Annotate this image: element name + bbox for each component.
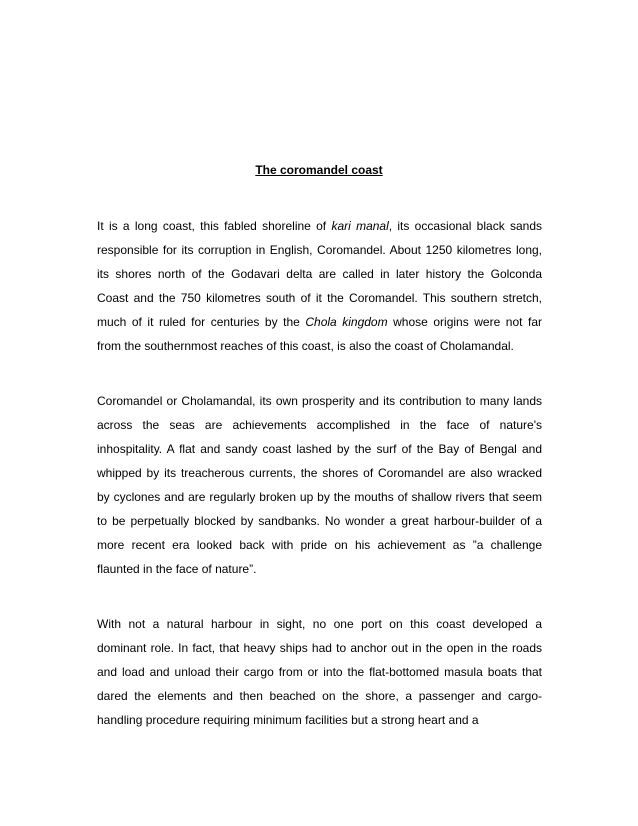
text-run: dared the elements and then beached on the shore, a passenger and cargo-	[97, 689, 542, 703]
text-line	[97, 418, 542, 442]
text-run: whose origins were not far	[387, 315, 543, 329]
text-line	[97, 617, 542, 641]
text-line	[97, 689, 542, 713]
paragraph-2	[97, 394, 542, 586]
text-run: Coast and the 750 kilometres south of it the Coromandel. This southern stretch,	[97, 291, 542, 305]
text-run: flaunted in the face of nature”.	[97, 562, 257, 576]
text-run: to be perpetually blocked by sandbanks. No wonder a great harbour-builder of a	[97, 514, 542, 528]
paragraph-1	[97, 219, 542, 363]
text-line	[97, 442, 542, 466]
text-line	[97, 339, 542, 363]
text-line	[97, 219, 542, 243]
text-line	[97, 291, 542, 315]
text-line	[97, 490, 542, 514]
text-line	[97, 538, 542, 562]
text-run: handling procedure requiring minimum facilities but a strong heart and a	[97, 713, 479, 727]
text-line	[97, 641, 542, 665]
text-run: With not a natural harbour in sight, no one port on this coast developed a	[97, 617, 542, 631]
text-line	[97, 267, 542, 291]
text-line	[97, 243, 542, 267]
text-line	[97, 394, 542, 418]
text-run: inhospitality. A flat and sandy coast lashed by the surf of the Bay of Bengal and	[97, 442, 542, 456]
text-run: much of it ruled for centuries by the	[97, 315, 306, 329]
text-run: , its occasional black sands	[388, 219, 543, 233]
text-run: by cyclones and are regularly broken up by the mouths of shallow rivers that seem	[97, 490, 542, 504]
document-title: The coromandel coast	[255, 163, 383, 177]
text-run: whipped by its treacherous currents, the shores of Coromandel are also wracked	[97, 466, 542, 480]
text-run: It is a long coast, this fabled shoreline of	[97, 219, 332, 233]
text-run: Coromandel or Cholamandal, its own prosperity and its contribution to many lands	[97, 394, 542, 408]
text-run: across the seas are achievements accomplished in the face of nature's	[97, 418, 542, 432]
text-line	[97, 665, 542, 689]
text-line	[97, 562, 542, 586]
text-line	[97, 466, 542, 490]
italic-phrase: Chola kingdom	[305, 315, 388, 329]
paragraph-3	[97, 617, 542, 737]
italic-phrase: kari manal	[331, 219, 389, 233]
text-run: more recent era looked back with pride on his achievement as ”a challenge	[97, 538, 542, 552]
text-line	[97, 514, 542, 538]
text-run: responsible for its corruption in English, Coromandel. About 1250 kilometres long,	[97, 243, 542, 257]
text-run: from the southernmost reaches of this coast, is also the coast of Cholamandal.	[97, 339, 514, 353]
text-run: dominant role. In fact, that heavy ships had to anchor out in the open in the roads	[97, 641, 542, 655]
text-run: its shores north of the Godavari delta are called in later history the Golconda	[97, 267, 542, 281]
text-line	[97, 315, 542, 339]
text-line	[97, 713, 542, 737]
text-run: and load and unload their cargo from or into the flat-bottomed masula boats that	[97, 665, 542, 679]
